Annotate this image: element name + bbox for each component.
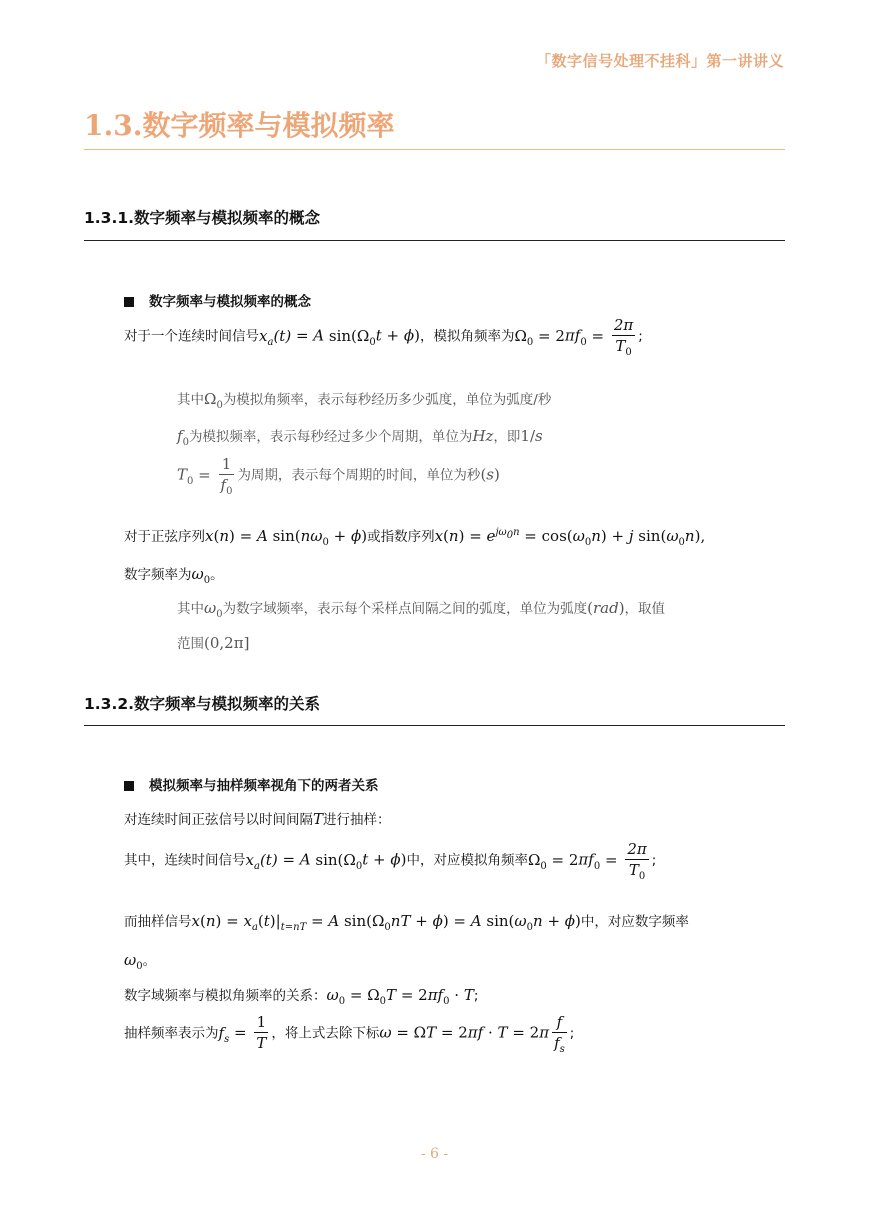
def-line-frequency: $f_0$为模拟频率，表示每秒经过多少个周期，单位为Hz，即1/s [177,427,543,448]
text-line-digital-frequency: 数字频率为$\omega_0$。 [124,565,224,586]
formula-line-sampling-frequency: 抽样频率表示为$f_s$ = $\frac{1}{T}$ ，将上式去除下标ω = ΩT = 2πf · T = 2π $\frac{f}{f_s}$ ; [124,1013,575,1055]
formula-line-sampled: 而抽样信号$x(n) = x_a(t)|_{t=nT} = A$ $\sin(\Omega_0nT + \phi) = A$ $\sin(\omega_0n + \phi)$中，对应数字频率 [124,912,689,933]
section-title: 1.3.数字频率与模拟频率 [84,109,395,142]
subsection-divider-1 [84,240,785,241]
bullet-heading-concept: 数字频率与模拟频率的概念 [124,290,311,310]
square-bullet-icon [124,297,134,307]
formula-line-analog-signal: 对于一个连续时间信号$x_a(t) = A$ $\sin(\Omega_0t + \phi)$，模拟角频率为$\Omega_0 = 2\pi f_0$ = $\frac{2\pi}{T_0}$ ; [124,316,643,358]
square-bullet-icon [124,781,134,791]
document-header: 「数字信号处理不挂科」第一讲讲义 [535,52,784,70]
def-line-digital-omega: 其中$\omega_0$为数字域频率，表示每个采样点间隔之间的弧度，单位为弧度(rad)，取值 [177,599,666,620]
title-divider [84,149,785,150]
text-line-omega0: $\omega_0$。 [124,951,157,972]
def-line-range: 范围(0,2π] [177,634,250,652]
formula-line-continuous: 其中，连续时间信号$x_a(t) = A$ $\sin(\Omega_0t + \phi)$中，对应模拟角频率$\Omega_0 = 2\pi f_0$ = $\frac{2\pi}{T_0}$ ; [124,840,657,882]
text-line-sampling: 对连续时间正弦信号以时间间隔T进行抽样： [124,810,391,828]
def-line-period: $T_0$ = $\frac{1}{f_0}$ 为周期，表示每个周期的时间，单位为秒(s) [177,455,500,497]
subsection-divider-2 [84,725,785,726]
bullet-heading-relation: 模拟频率与抽样频率视角下的两者关系 [124,774,379,794]
page-number: - 6 - [420,1146,449,1162]
subsection-heading-1: 1.3.1.数字频率与模拟频率的概念 [84,209,321,227]
subsection-heading-2: 1.3.2.数字频率与模拟频率的关系 [84,695,321,713]
def-line-omega: 其中$\Omega_0$为模拟角频率，表示每秒经历多少弧度，单位为弧度/秒 [177,390,552,411]
formula-line-relation: 数字域频率与模拟角频率的关系：$\omega_0 = \Omega_0T = 2\pi f_0 \cdot T$; [124,986,479,1007]
formula-line-sequence: 对于正弦序列x(n) = A $\sin(n\omega_0 + \phi)$或指数序列$x(n) = e^{j\omega_0n} = \cos(\omega_0n) + j$ $\sin(\omega_0n)$, [124,527,706,548]
